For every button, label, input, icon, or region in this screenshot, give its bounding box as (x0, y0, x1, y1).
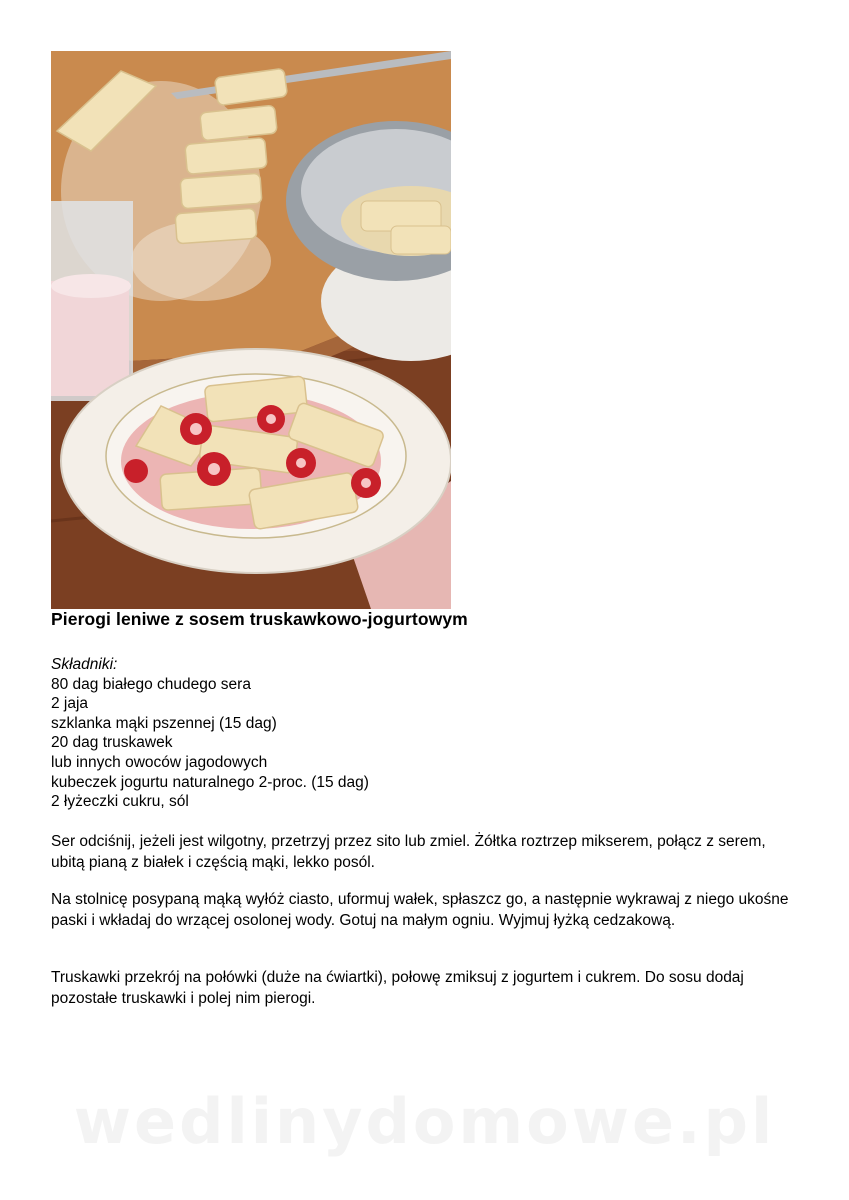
recipe-photo-illustration (51, 51, 451, 609)
preparation-step: Ser odciśnij, jeżeli jest wilgotny, przetrzyj przez sito lub zmiel. Żółtka roztrzep mikserem, połącz z serem, ubitą pianą z białek i częścią mąki, lekko posól. (51, 833, 766, 871)
ingredients-list (51, 675, 369, 812)
ingredient-item: 2 łyżeczki cukru, sól (51, 793, 189, 811)
preparation-step: Truskawki przekrój na połówki (duże na ćwiartki), połowę zmiksuj z jogurtem i cukrem. Do sosu dodaj pozostałe truskawki i polej nim pierogi. (51, 969, 744, 1007)
ingredient-item: 2 jaja (51, 695, 89, 713)
ingredient-item: 80 dag białego chudego sera (51, 675, 251, 693)
ingredient-item: szklanka mąki pszennej (15 dag) (51, 714, 277, 732)
ingredients-section (51, 655, 369, 812)
watermark: wedlinydomowe.pl (73, 1085, 776, 1158)
recipe-photo (51, 51, 451, 609)
preparation-step: Na stolnicę posypaną mąką wyłóż ciasto, uformuj wałek, spłaszcz go, a następnie wykrawaj z niego ukośne paski i wkładaj do wrzącej osolonej wody. Gotuj na małym ogniu. Wyjmuj łyżką cedzakową. (51, 891, 789, 929)
ingredient-item: kubeczek jogurtu naturalnego 2-proc. (15 dag) (51, 773, 369, 791)
ingredient-item: 20 dag truskawek (51, 734, 173, 752)
recipe-title: Pierogi leniwe z sosem truskawkowo-jogurtowym (51, 609, 468, 629)
ingredient-item: lub innych owoców jagodowych (51, 753, 268, 771)
ingredients-label: Składniki: (51, 656, 118, 673)
